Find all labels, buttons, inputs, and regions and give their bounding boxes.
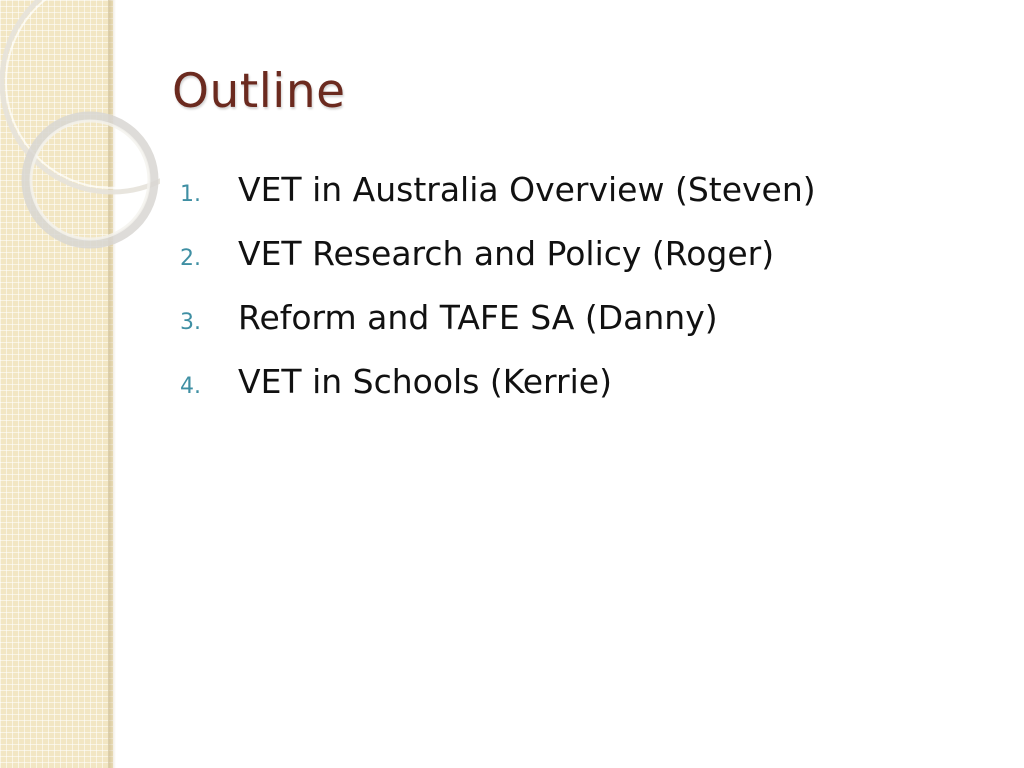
list-item <box>180 234 816 298</box>
list-item-number: 4. <box>180 374 201 399</box>
decorative-rings <box>0 0 160 260</box>
list-item <box>180 298 816 362</box>
list-item-number: 2. <box>180 246 201 271</box>
list-item-number: 1. <box>180 182 201 207</box>
list-item-text: VET in Schools (Kerrie) <box>238 362 612 401</box>
list-item-number: 3. <box>180 310 201 335</box>
slide-title: Outline <box>172 64 346 119</box>
list-item-text: VET Research and Policy (Roger) <box>238 234 775 273</box>
list-item <box>180 362 816 426</box>
list-item-text: VET in Australia Overview (Steven) <box>238 170 816 209</box>
list-item-text: Reform and TAFE SA (Danny) <box>238 298 718 337</box>
list-item <box>180 170 816 234</box>
outline-list <box>180 170 816 426</box>
